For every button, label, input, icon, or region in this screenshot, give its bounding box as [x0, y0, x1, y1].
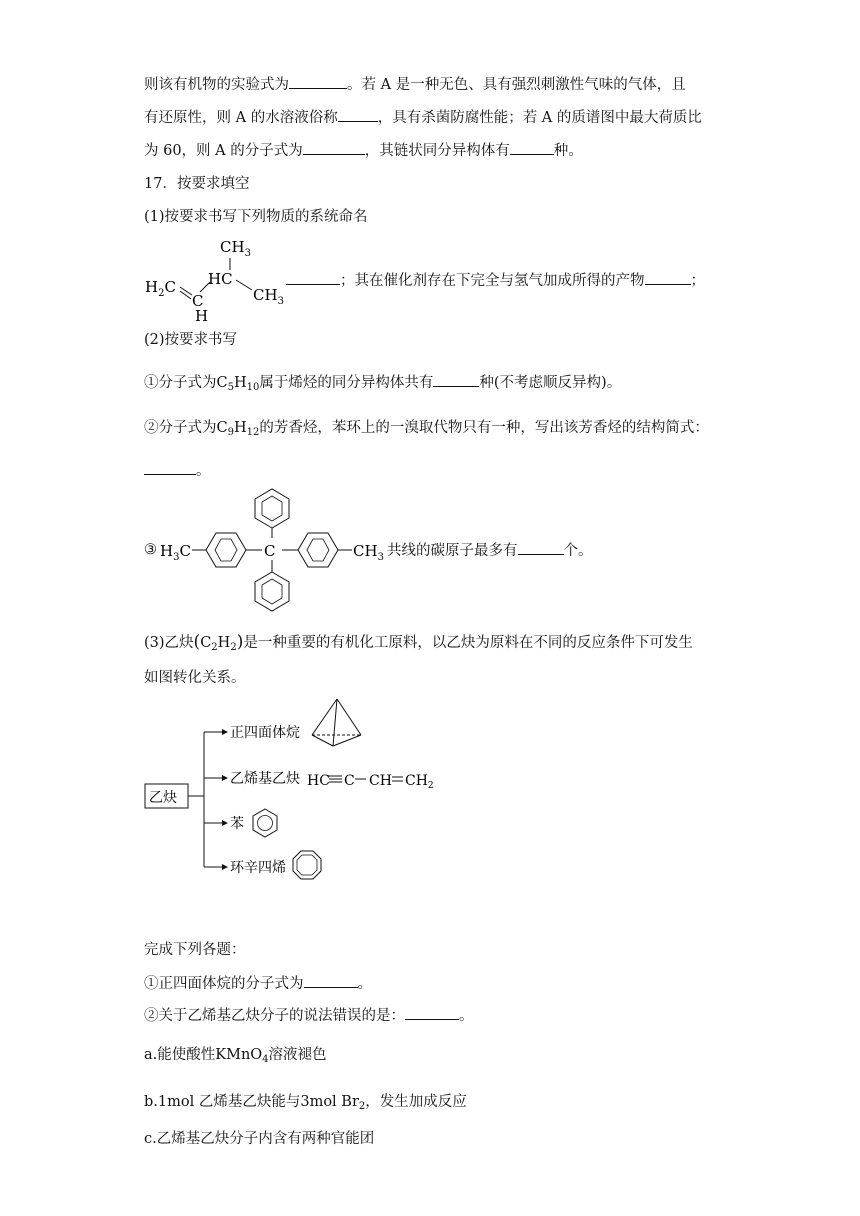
part-1-tail: ；其在催化剂存在下完全与氢气加成所得的产物 ；: [286, 270, 705, 291]
part-3-line-2: 如图转化关系。: [144, 670, 246, 686]
vinylacetylene-formula: [307, 773, 434, 791]
structure-tetraaryl-methane: [158, 486, 388, 614]
svg-text:CH2: $CH_2$: [405, 773, 434, 791]
structure-3-methyl-1-butene: [140, 232, 290, 326]
ch3-top-label: $CH_3$: [220, 238, 251, 259]
item-3-prefix: ③: [144, 542, 157, 558]
cyclooctatetraene-label: 环辛四烯: [230, 860, 286, 876]
option-c: c.乙烯基乙炔分子内含有两种官能团: [144, 1131, 375, 1147]
answer-blank[interactable]: [289, 74, 347, 89]
ch3-right-label: $CH_3$: [253, 286, 284, 307]
question-17-title: 17．按要求填空: [144, 176, 250, 192]
svg-text:HC: HC: [307, 773, 330, 789]
h3c-label: $H_3C$: [160, 542, 191, 563]
answer-blank[interactable]: [433, 372, 479, 387]
answer-blank[interactable]: [303, 140, 365, 155]
tetrahedrane-label: 正四面体烷: [230, 725, 300, 741]
ch-label: C: [192, 292, 204, 310]
part-3-line-1: (3)乙炔$(C_2H_2)$是一种重要的有机化工原料，以乙炔为原料在不同的反应条件下可发生: [144, 632, 693, 653]
benzene-label: 苯: [230, 816, 244, 832]
answer-blank[interactable]: [518, 540, 564, 555]
option-b: b.1mol 乙烯基乙炔能与3mol $Br_2$，发生加成反应: [144, 1094, 467, 1112]
item-3-tail: 共线的碳原子最多有 个。: [387, 540, 593, 561]
q16-line-3: 为 60，则 A 的分子式为 ，其链状同分异构体有 种。: [144, 140, 583, 161]
option-a: a.能使酸性KMnO$_4$溶液褪色: [144, 1047, 327, 1065]
q16-line-1: 则该有机物的实验式为 。若 A 是一种无色、具有强烈刺激性气味的气体，且: [144, 74, 686, 95]
acetylene-label: 乙炔: [149, 790, 177, 806]
sub-question-2: ②关于乙烯基乙炔分子的说法错误的是： 。: [144, 1005, 474, 1026]
q16-line-2: 有还原性，则 A 的水溶液俗称 ，具有杀菌防腐性能；若 A 的质谱图中最大荷质比: [144, 107, 702, 128]
answer-blank[interactable]: [510, 140, 554, 155]
item-1: ①分子式为$C_5H_{10}$属于烯烃的同分异构体共有 种(不考虑顺反异构)。: [144, 372, 621, 393]
svg-text:C: C: [344, 773, 355, 789]
svg-text:CH: CH: [369, 773, 392, 789]
item-2: ②分子式为$C_9H_{12}$的芳香烃，苯环上的一溴取代物只有一种，写出该芳香烃的结构简式：: [144, 420, 709, 438]
answer-blank[interactable]: [645, 270, 691, 285]
answer-blank[interactable]: [144, 460, 196, 475]
h2c-label: $H_2C$: [145, 278, 176, 299]
vinylacetylene-label: 乙烯基乙炔: [230, 771, 300, 787]
answer-blank[interactable]: [405, 1005, 459, 1020]
answer-blank[interactable]: [338, 107, 378, 122]
cyclooctatetraene-structure: [293, 851, 321, 879]
acetylene-conversion-scheme: [140, 690, 460, 890]
benzene-structure: [253, 809, 277, 837]
sub-questions-title: 完成下列各题：: [144, 942, 246, 958]
item-2-answer: 。: [144, 460, 211, 481]
sub-question-1: ①正四面体烷的分子式为 。: [144, 973, 372, 994]
part-1-label: (1)按要求书写下列物质的系统命名: [144, 209, 368, 225]
hc-label: HC: [208, 270, 233, 288]
part-2-label: (2)按要求书写: [144, 332, 238, 348]
answer-blank[interactable]: [304, 973, 358, 988]
ch3-label: $CH_3$: [353, 542, 384, 563]
h-label: H: [195, 307, 209, 325]
answer-blank[interactable]: [286, 270, 340, 285]
central-c-label: C: [264, 542, 276, 560]
tetrahedrane-structure: [312, 699, 361, 746]
